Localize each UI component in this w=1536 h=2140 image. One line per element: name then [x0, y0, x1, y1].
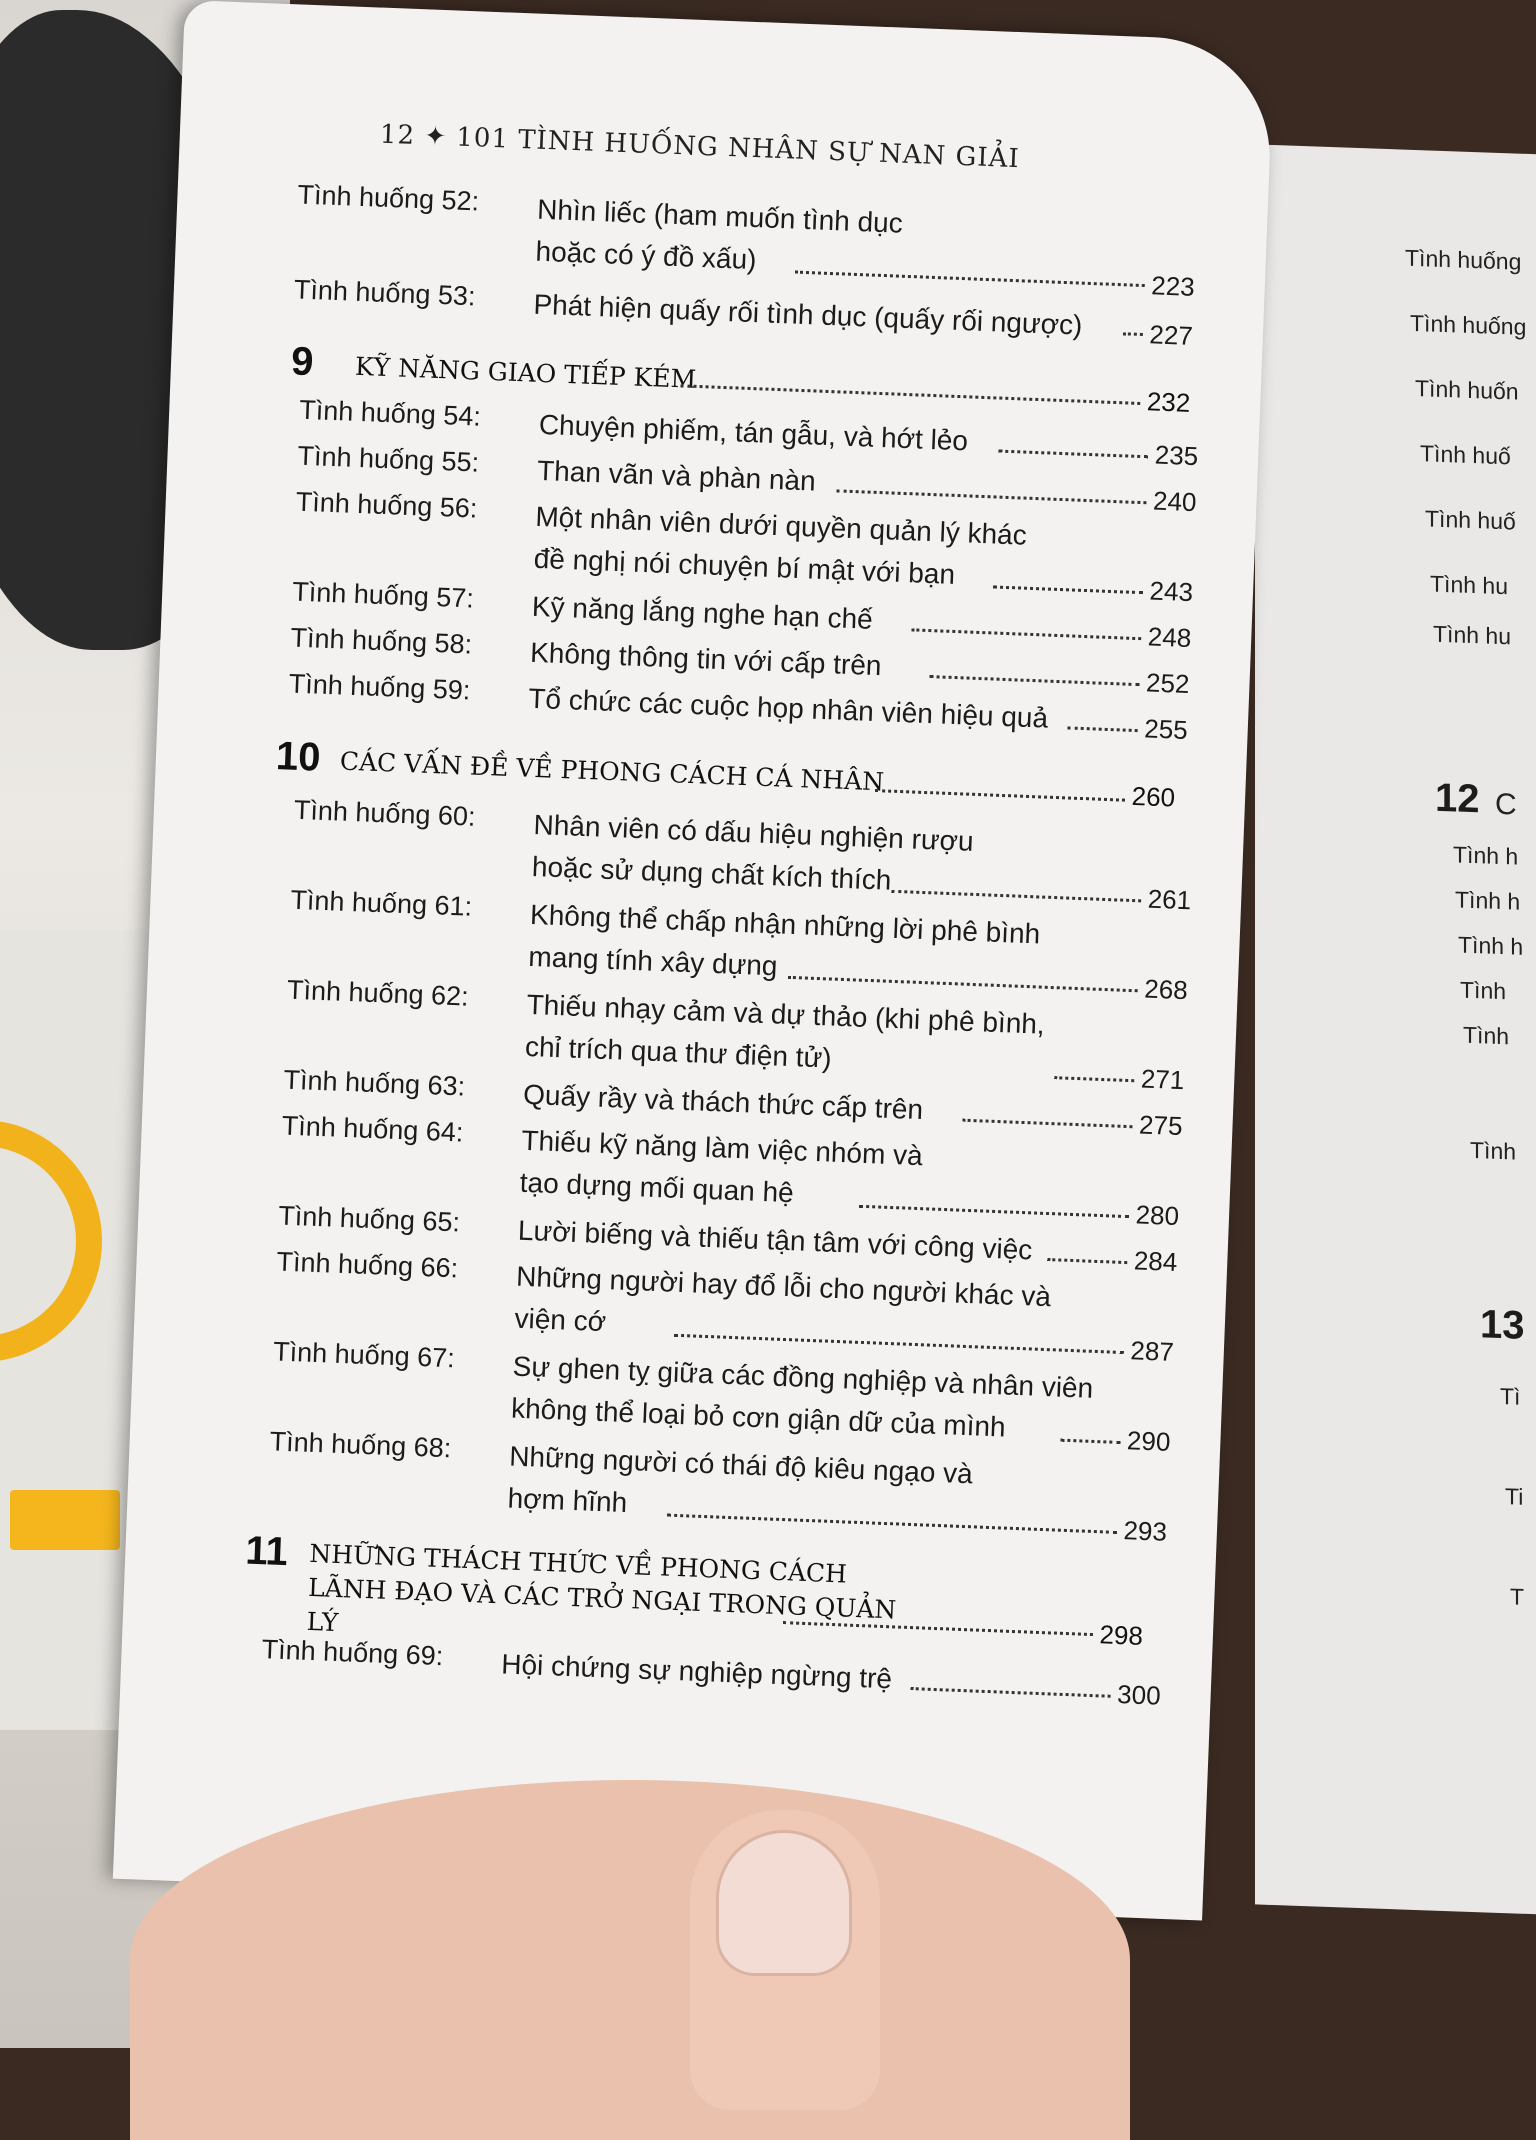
toc-entry-page: 290	[1126, 1425, 1171, 1457]
chapter-page: 260	[1131, 780, 1176, 813]
right-page-item: Tình huố	[1425, 505, 1516, 535]
toc-entry-page: 248	[1147, 621, 1192, 654]
toc-entry-title: Phát hiện quấy rối tình dục (quấy rối ngược)	[532, 288, 1083, 341]
toc-entry-title: Chuyện phiếm, tán gẫu, và hớt lẻo	[538, 408, 969, 457]
toc-entry-page: 280	[1135, 1199, 1180, 1232]
toc-entry-label: Tình huống 60:	[293, 794, 477, 832]
right-page-item: Tình	[1470, 1136, 1517, 1165]
chapter-title: NHỮNG THÁCH THỨC VỀ PHONG CÁCH LÃNH ĐẠO VÀ CÁC TRỞ NGẠI TRONG QUẢN LÝ	[306, 1538, 897, 1638]
right-chapter-fragment: C	[1495, 787, 1517, 822]
toc-entry-label: Tình huống 62:	[286, 974, 470, 1012]
thumbnail	[716, 1830, 852, 1976]
toc-entry-label: Tình huống 58:	[290, 622, 473, 660]
toc-entry-page: 227	[1148, 319, 1194, 351]
chapter-number: 11	[244, 1528, 289, 1575]
right-page-item: Tình huốn	[1415, 375, 1519, 405]
book-page	[113, 0, 1274, 1920]
toc-entry-page: 271	[1140, 1063, 1185, 1096]
right-page-item: Tình	[1460, 976, 1507, 1005]
dot-leader	[1123, 330, 1143, 336]
toc-entry-label: Tình huống 53:	[293, 274, 477, 312]
right-chapter-number: 13	[1480, 1302, 1525, 1348]
right-page-item: Tình huố	[1420, 440, 1511, 470]
toc-entry-title: Tổ chức các cuộc họp nhân viên hiệu quả	[527, 682, 1049, 734]
toc-entry-page: 300	[1116, 1679, 1162, 1711]
toc-entry-page: 261	[1147, 883, 1192, 916]
toc-entry-label: Tình huống 66:	[276, 1246, 459, 1284]
right-page-item: Ti	[1505, 1483, 1524, 1510]
toc-entry-title: Lười biếng và thiếu tận tâm với công việc	[517, 1214, 1033, 1266]
chapter-title: CÁC VẤN ĐỀ VỀ PHONG CÁCH CÁ NHÂN	[339, 746, 885, 797]
toc-entry-label: Tình huống 63:	[283, 1064, 466, 1102]
right-page-item: Tình h	[1453, 841, 1519, 870]
right-page-item: Tình	[1463, 1021, 1510, 1050]
chapter-page: 298	[1098, 1619, 1144, 1651]
right-page-item: Tình hu	[1433, 620, 1511, 650]
right-page-item: Tình huống	[1410, 309, 1527, 340]
right-page-item: T	[1510, 1583, 1525, 1610]
right-page-item: Tình hu	[1430, 570, 1508, 600]
toc-entry-title: Những người hay đổ lỗi cho người khác và viện cớ	[514, 1260, 1052, 1338]
toc-entry-title: Nhìn liếc (ham muốn tình dục hoặc có ý đồ xấu)	[535, 193, 904, 276]
toc-entry-title: Kỹ năng lắng nghe hạn chế	[531, 590, 874, 635]
toc-entry-title: Những người có thái độ kiêu ngạo và hợm hĩnh	[507, 1440, 974, 1519]
toc-entry-title: Hội chứng sự nghiệp ngừng trệ	[500, 1648, 893, 1695]
toc-entry-page: 240	[1152, 485, 1198, 518]
right-page-item: Tình h	[1455, 886, 1521, 915]
toc-entry-label: Tình huống 67:	[272, 1336, 456, 1374]
toc-entry-title: Không thể chấp nhận những lời phê bình mang tính xây dựng	[527, 898, 1041, 982]
toc-entry-title: Than vãn và phàn nàn	[536, 454, 817, 497]
right-page-item: Tình huống	[1405, 244, 1522, 275]
toc-entry-label: Tình huống 65:	[277, 1200, 461, 1238]
chapter-number: 10	[275, 734, 322, 780]
chapter-page: 232	[1146, 386, 1191, 418]
toc-entry-page: 255	[1143, 713, 1189, 746]
chapter-number: 9	[290, 339, 315, 385]
running-header: 12 ✦ 101 TÌNH HUỐNG NHÂN SỰ NAN GIẢI	[379, 119, 1021, 175]
toc-entry-title: Sự ghen tỵ giữa các đồng nghiệp và nhân viên không thể loại bỏ cơn giận dữ của mình	[510, 1350, 1094, 1443]
toc-entry-page: 275	[1138, 1109, 1184, 1142]
holding-hand	[130, 1780, 1130, 2140]
toc-entry-title: Nhân viên có dấu hiệu nghiện rượu hoặc sử dụng chất kích thích	[531, 809, 975, 896]
toc-entry-label: Tình huống 68:	[269, 1426, 452, 1464]
toc-entry-page: 287	[1129, 1335, 1175, 1367]
book-cover-tag	[10, 1490, 120, 1550]
toc-entry-label: Tình huống 56:	[295, 486, 478, 524]
right-page	[1255, 144, 1536, 1915]
toc-entry-page: 284	[1133, 1245, 1178, 1278]
toc-entry-title: Không thông tin với cấp trên	[529, 636, 883, 682]
toc-entry-label: Tình huống 64:	[281, 1110, 464, 1148]
book-cover-ring-graphic	[0, 1120, 102, 1362]
dot-leader	[1054, 1074, 1134, 1082]
toc-entry-label: Tình huống 69:	[261, 1634, 444, 1672]
toc-entry-page: 243	[1149, 575, 1194, 608]
toc-entry-label: Tình huống 52:	[297, 179, 480, 217]
toc-entry-title: Quấy rầy và thách thức cấp trên	[522, 1078, 924, 1126]
toc-entry-label: Tình huống 55:	[297, 440, 480, 478]
toc-entry-page: 252	[1145, 667, 1191, 700]
right-chapter-number: 12	[1435, 775, 1480, 822]
right-page-item: Tì	[1500, 1382, 1521, 1410]
toc-entry-page: 268	[1143, 973, 1189, 1006]
toc-entry-title: Thiếu kỹ năng làm việc nhóm và tạo dựng mối quan hệ	[519, 1124, 924, 1209]
toc-entry-label: Tình huống 57:	[291, 576, 475, 614]
toc-entry-title: Thiếu nhạy cảm và dự thảo (khi phê bình, chỉ trích qua thư điện tử)	[524, 988, 1046, 1074]
toc-entry-page: 293	[1122, 1515, 1168, 1547]
toc-entry-title: Một nhân viên dưới quyền quản lý khác đề nghị nói chuyện bí mật với bạn	[533, 500, 1028, 590]
right-page-item: Tình h	[1458, 931, 1524, 960]
toc-entry-label: Tình huống 61:	[289, 884, 473, 922]
toc-entry-label: Tình huống 54:	[298, 394, 482, 432]
toc-entry-page: 223	[1150, 270, 1196, 302]
toc-entry-page: 235	[1154, 439, 1199, 472]
chapter-title: KỸ NĂNG GIAO TIẾP KÉM	[354, 351, 697, 394]
toc-entry-label: Tình huống 59:	[288, 668, 471, 706]
